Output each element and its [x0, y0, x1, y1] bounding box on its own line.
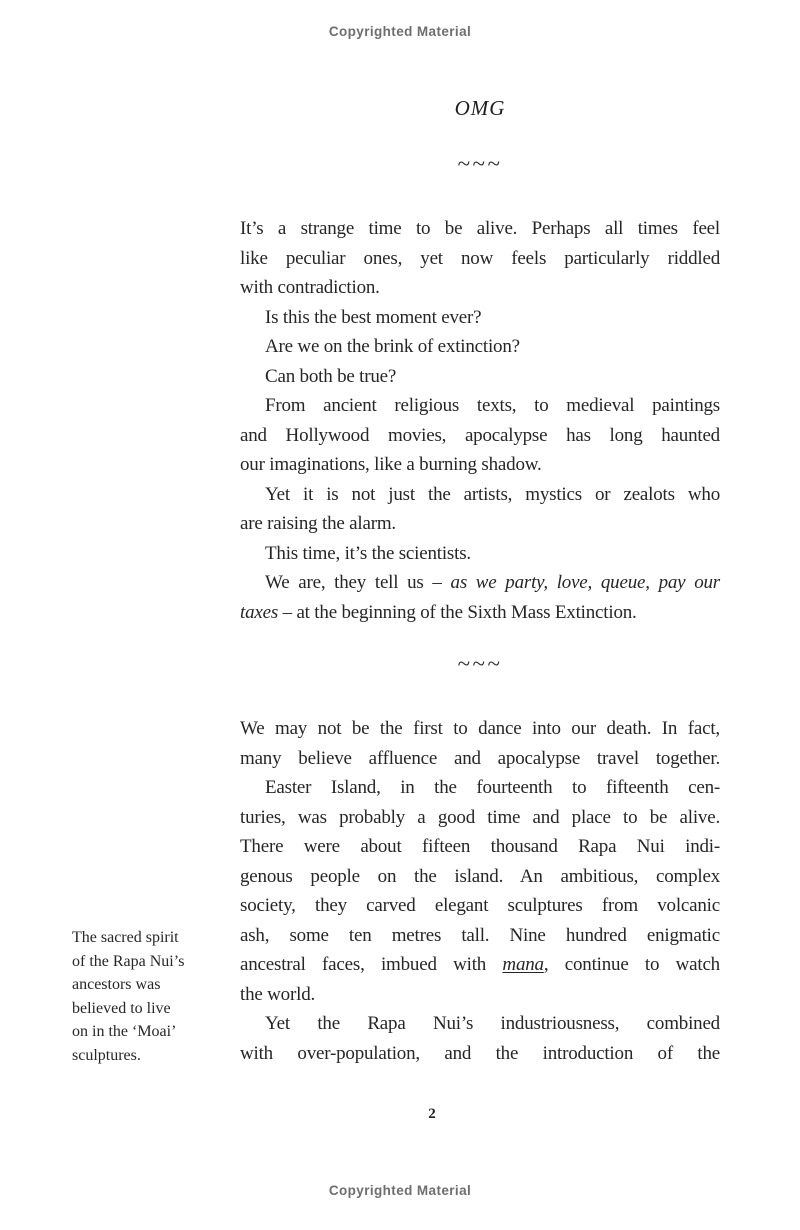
margin-note-line: sculptures.: [72, 1046, 141, 1064]
text-segment: From ancient religious texts, to medieval paintings: [265, 395, 720, 416]
text-line: [240, 714, 720, 744]
text-segment: This time, it’s the scientists.: [265, 542, 471, 564]
text-segment: Easter Island, in the fourteenth to fifteenth cen-: [265, 777, 720, 798]
text-segment: our imaginations, like a burning shadow.: [240, 454, 542, 475]
text-line: [240, 273, 720, 303]
body-section-1: [240, 214, 720, 627]
text-line: [240, 568, 720, 598]
copyright-watermark-top: Copyrighted Material: [328, 24, 472, 39]
section-separator-2: ~~~: [457, 651, 503, 676]
text-segment: Are we on the brink of extinction?: [265, 336, 520, 357]
margin-note-line: The sacred spirit: [72, 929, 179, 946]
text-segment: ash, some ten metres tall. Nine hundred enigmatic: [240, 924, 720, 946]
text-segment: It’s a strange time to be alive. Perhaps all times feel: [240, 218, 720, 239]
text-segment: There were about fifteen thousand Rapa Nui indi-: [240, 836, 720, 857]
text-segment: with over-population, and the introduction of the: [240, 1042, 720, 1064]
text-segment: Can both be true?: [265, 365, 397, 387]
text-line: [240, 803, 720, 833]
text-line: [240, 362, 720, 392]
text-segment: turies, was probably a good time and place to be alive.: [240, 806, 720, 828]
margin-note: [72, 926, 220, 1067]
text-segment: and Hollywood movies, apocalypse has long haunted: [240, 424, 720, 446]
text-line: [240, 1009, 720, 1039]
text-line: [240, 1039, 720, 1069]
margin-note-line: ancestors was: [72, 976, 161, 993]
text-line: [240, 598, 720, 628]
text-segment: genous people on the island. An ambitious, complex: [240, 865, 720, 887]
text-segment: the world.: [240, 983, 316, 1005]
text-segment: taxes: [240, 601, 279, 623]
text-line: [240, 303, 720, 333]
text-line: [240, 921, 720, 951]
text-line: [240, 509, 720, 539]
margin-note-line: on in the ‘Moai’: [72, 1023, 177, 1040]
text-line: [240, 450, 720, 480]
text-segment: are raising the alarm.: [240, 513, 396, 534]
text-line: [240, 832, 720, 862]
text-segment: Is this the best moment ever?: [265, 306, 482, 328]
text-line: [240, 950, 720, 980]
text-line: [240, 773, 720, 803]
text-line: [240, 539, 720, 569]
text-line: [240, 244, 720, 274]
text-line: [240, 891, 720, 921]
text-segment: like peculiar ones, yet now feels particularly riddled: [240, 247, 720, 269]
text-line: [240, 980, 720, 1010]
margin-note-line: of the Rapa Nui’s: [72, 952, 185, 970]
text-segment: , continue to watch: [543, 954, 720, 975]
text-line: [240, 862, 720, 892]
page-number: 2: [428, 1106, 436, 1122]
text-segment: Yet it is not just the artists, mystics or zealots who: [265, 483, 720, 505]
text-segment: We may not be the first to dance into our death. In fact,: [240, 718, 720, 739]
text-line: [240, 421, 720, 451]
text-segment: many believe affluence and apocalypse travel together.: [240, 747, 720, 769]
text-segment: ancestral faces, imbued with: [240, 954, 503, 975]
text-segment: Yet the Rapa Nui’s industriousness, combined: [265, 1013, 720, 1034]
text-line: [240, 391, 720, 421]
body-section-2: [240, 714, 720, 1068]
text-line: [240, 214, 720, 244]
text-segment: as we party, love, queue, pay our: [450, 572, 720, 593]
link-mana[interactable]: mana: [502, 954, 544, 975]
text-line: [240, 744, 720, 774]
chapter-heading: OMG: [454, 96, 506, 120]
copyright-watermark-bottom: Copyrighted Material: [328, 1183, 472, 1198]
text-line: [240, 480, 720, 510]
margin-note-line: believed to live: [72, 999, 171, 1017]
text-segment: with contradiction.: [240, 277, 380, 298]
text-segment: – at the beginning of the Sixth Mass Extinction.: [278, 601, 637, 623]
text-segment: We are, they tell us –: [265, 572, 451, 593]
text-segment: society, they carved elegant sculptures from volcanic: [240, 895, 720, 916]
section-separator-1: ~~~: [457, 151, 503, 176]
text-line: [240, 332, 720, 362]
